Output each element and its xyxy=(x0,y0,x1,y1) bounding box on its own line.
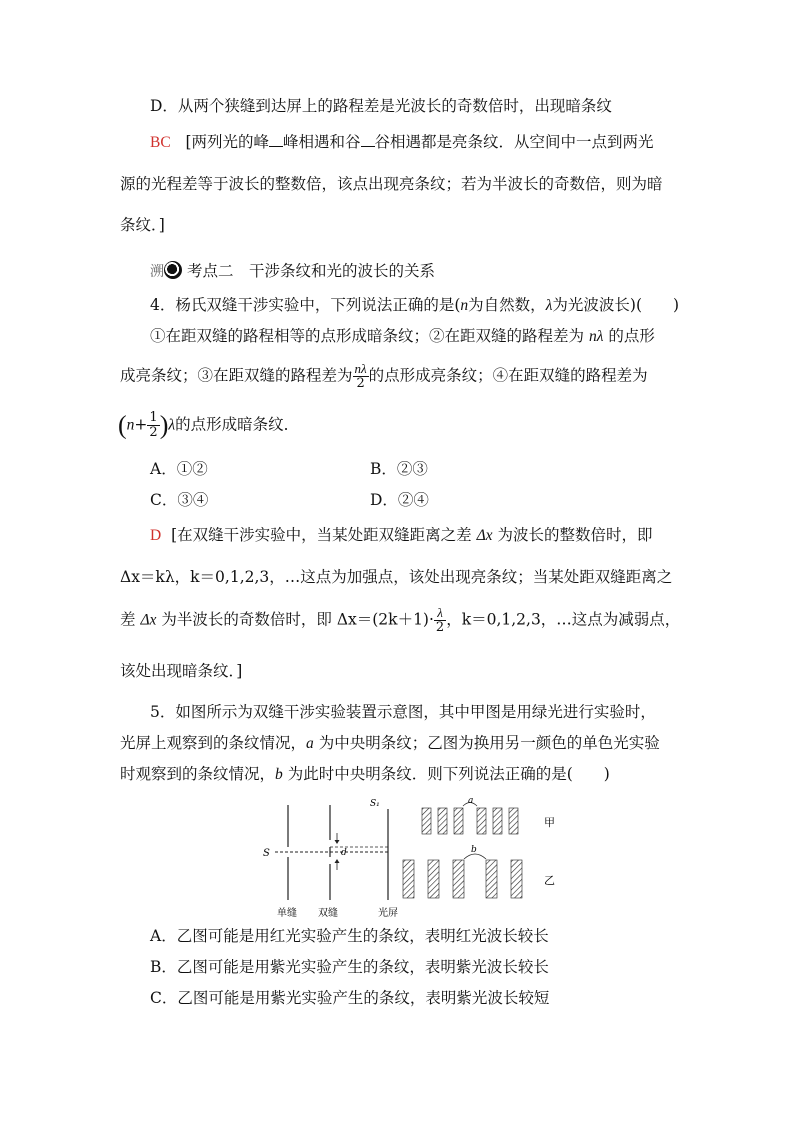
q4-ans-l3a: 差 xyxy=(120,610,136,629)
q5-line2 xyxy=(120,732,660,755)
q4-s3-plus: + xyxy=(134,415,148,434)
fringes-yi xyxy=(403,854,522,898)
label-yi: 乙 xyxy=(544,874,555,887)
label-s1: S₁ xyxy=(370,799,380,809)
q4-stem-n: n xyxy=(460,297,469,314)
label-a: a xyxy=(468,796,474,806)
q4-s2b: 的点形成亮条纹；④在距双缝的路程差为 xyxy=(368,366,648,385)
q4-ans-l3eq: Δx＝(2k＋1)· xyxy=(336,610,434,629)
q4-answer-line2: Δx＝kλ，k＝0,1,2,3，…这点为加强点，该处出现亮条纹；当某处距双缝距离之 xyxy=(120,568,673,586)
label-single-slit: 单缝 xyxy=(277,908,297,919)
fringe xyxy=(493,808,502,834)
paren-left: ( xyxy=(118,410,127,440)
q5-line3 xyxy=(120,763,610,786)
q4-ans-l1: [在双缝干涉实验中，当某处距双缝距离之差 xyxy=(171,526,472,544)
q3-answer-text1c: 谷相遇都是亮条纹．从空间中一点到两光 xyxy=(374,133,654,151)
q4-stem-c: 为光波波长)( ) xyxy=(552,296,680,314)
q4-statement-3 xyxy=(118,411,299,440)
fringe xyxy=(511,860,522,898)
label-double-slit: 双缝 xyxy=(318,908,338,919)
section-heading xyxy=(150,260,435,283)
q4-option-c: C．③④ xyxy=(150,491,209,509)
fringes-jia xyxy=(422,803,518,835)
q4-ans-l3b: 为半波长的奇数倍时，即 xyxy=(161,610,332,629)
q5-line1: 5．如图所示为双缝干涉实验装置示意图，其中甲图是用绿光进行实验时， xyxy=(150,703,656,721)
q4-half-den: 2 xyxy=(149,425,158,440)
q4-answer-label: D xyxy=(150,527,162,544)
q4-ans-dx: Δx xyxy=(476,527,493,544)
q4-frac-den: 2 xyxy=(356,376,365,391)
q4-ans-l1b: 为波长的整数倍时，即 xyxy=(497,526,653,544)
fringe xyxy=(403,860,414,898)
label-s: S xyxy=(263,848,270,859)
fringe xyxy=(453,860,464,898)
section-title: 考点二 干涉条纹和光的波长的关系 xyxy=(186,262,435,280)
q4-s3-lambda: λ xyxy=(168,416,176,434)
q4-option-a: A．①② xyxy=(150,460,208,478)
q4-frac-num: nλ xyxy=(354,361,367,376)
fringe xyxy=(422,808,431,834)
fringe xyxy=(486,860,497,898)
q4-stem-lambda: λ xyxy=(545,297,553,314)
q4-stem-b: 为自然数， xyxy=(468,296,546,314)
q4-answer-line3 xyxy=(120,606,680,635)
q4-option-b: B．②③ xyxy=(370,460,428,478)
q4-answer-line4: 该处出现暗条纹．] xyxy=(120,662,243,680)
label-b: b xyxy=(471,845,477,855)
q4-s1-nl: nλ xyxy=(588,328,604,345)
d-arrow-head-top xyxy=(335,840,340,844)
q5-l2a: 光屏上观察到的条纹情况， xyxy=(120,734,307,752)
target-icon xyxy=(164,261,182,279)
q4-ans-l3dx: Δx xyxy=(140,611,157,629)
q5-option-b: B．乙图可能是用紫光实验产生的条纹，表明紫光波长较长 xyxy=(150,958,549,976)
q4-ans-fraction xyxy=(434,606,446,635)
q4-statement-2 xyxy=(120,362,648,391)
label-jia: 甲 xyxy=(544,816,555,829)
q3-answer-line3: 条纹．] xyxy=(120,216,165,234)
q5-l3-b: b xyxy=(275,766,283,783)
q3-answer-label: BC xyxy=(150,134,171,151)
q3-answer-line2: 源的光程差等于波长的整数倍，该点出现亮条纹；若为半波长的奇数倍，则为暗 xyxy=(120,175,663,193)
q4-half-num: 1 xyxy=(149,410,158,425)
q5-l2b: 为中央明条纹；乙图为换用另一颜色的单色光实验 xyxy=(318,734,660,752)
q5-option-a: A．乙图可能是用红光实验产生的条纹，表明红光波长较长 xyxy=(150,927,549,945)
paren-right: ) xyxy=(159,410,169,440)
q4-statement-1 xyxy=(150,325,655,348)
q4-fraction-half xyxy=(147,411,159,440)
q4-s3-n: n xyxy=(126,416,135,434)
double-slit-diagram xyxy=(255,795,570,920)
q3-option-d: D．从两个狭缝到达屏上的路程差是光波长的奇数倍时，出现暗条纹 xyxy=(150,97,612,115)
q4-s2a: 成亮条纹；③在距双缝的路程差为 xyxy=(120,366,353,385)
q4-stem-a: 4．杨氏双缝干涉实验中，下列说法正确的是( xyxy=(150,296,461,314)
q4-option-d: D．②④ xyxy=(370,491,429,509)
q4-fraction-nl-2 xyxy=(353,362,369,391)
fringe xyxy=(438,808,447,834)
fringe xyxy=(454,808,463,834)
section-prefix: 溯 xyxy=(150,264,164,280)
label-d: d xyxy=(341,848,347,858)
q3-answer-text1: [两列光的峰 xyxy=(185,133,270,151)
q5-l2-a: a xyxy=(306,735,314,752)
q5-l3a: 时观察到的条纹情况， xyxy=(120,765,276,783)
q5-option-c: C．乙图可能是用紫光实验产生的条纹，表明紫光波长较短 xyxy=(150,989,550,1007)
q5-l3b: 为此时中央明条纹．则下列说法正确的是( ) xyxy=(287,765,610,783)
fringe xyxy=(477,808,486,834)
q3-answer-text1b: 峰相遇和谷 xyxy=(283,133,361,151)
q4-ans-frac-den: 2 xyxy=(435,620,445,635)
fringe xyxy=(509,808,518,834)
q4-ans-frac-num: λ xyxy=(434,606,446,621)
q4-s1: ①在距双缝的路程相等的点形成暗条纹；②在距双缝的路程差为 xyxy=(150,327,585,345)
q3-answer-line1 xyxy=(150,131,654,154)
q4-ans-l3c: ，k＝0,1,2,3，…这点为减弱点， xyxy=(446,610,681,629)
q4-s1b: 的点形 xyxy=(608,327,655,345)
q4-stem xyxy=(150,294,679,317)
fringe xyxy=(428,860,439,898)
label-screen: 光屏 xyxy=(378,908,398,919)
q4-answer-line1 xyxy=(150,524,653,547)
q4-s3b: 的点形成暗条纹． xyxy=(175,415,300,434)
d-arrow-head-bottom xyxy=(335,859,340,863)
